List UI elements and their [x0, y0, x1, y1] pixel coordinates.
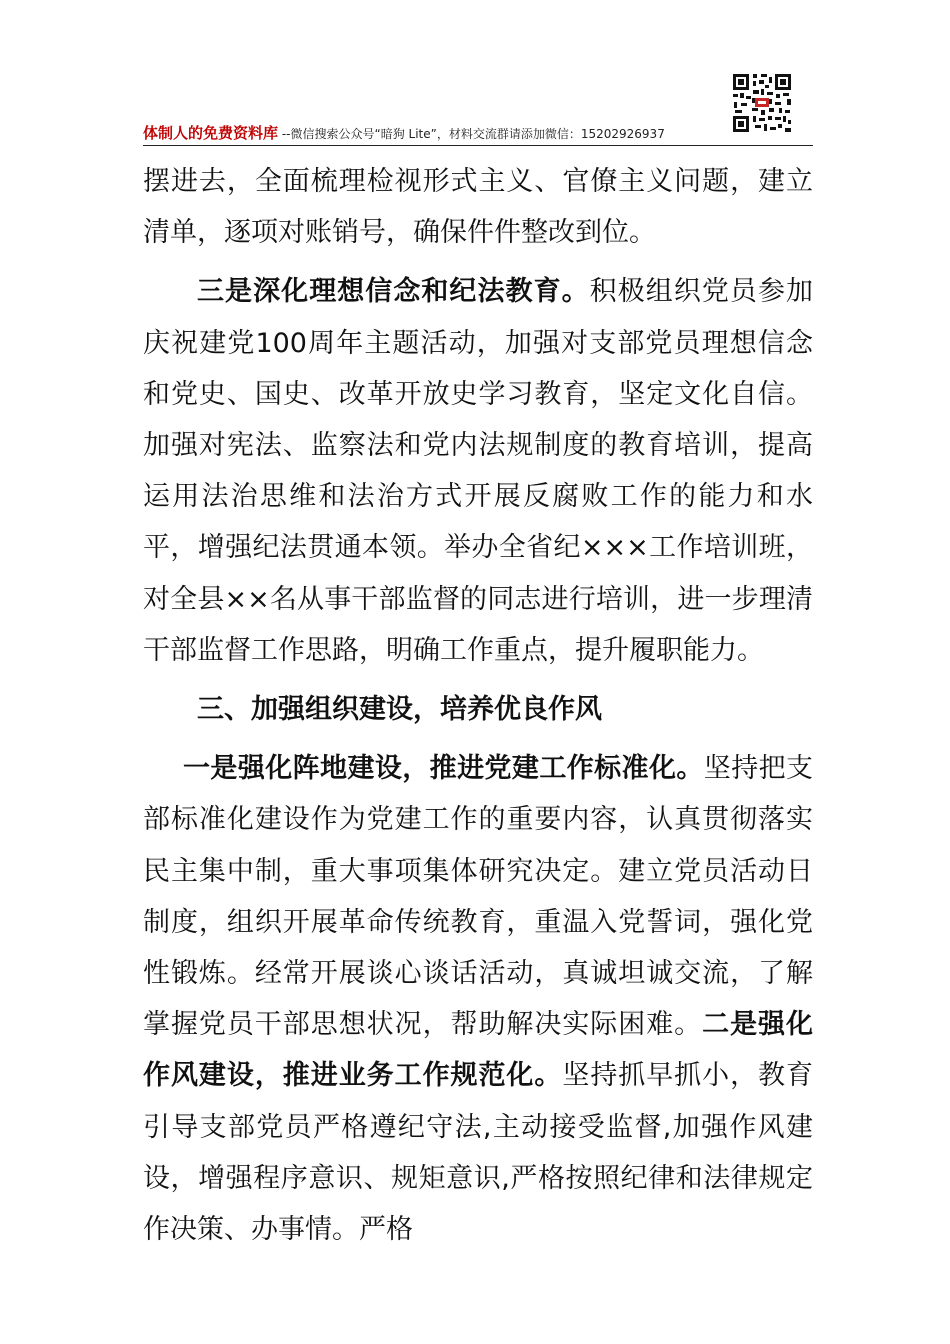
section-heading: 三、加强组织建设，培养优良作风	[197, 694, 602, 726]
paragraph-lead: 一是强化阵地建设，推进党建工作标准化。	[183, 753, 704, 785]
header-note: --微信搜索公众号“暗狗 Lite”，材料交流群请添加微信：15202926937	[278, 127, 665, 141]
paragraph-organization	[143, 743, 813, 1255]
paragraph-lead: 三是深化理想信念和纪法教育。	[197, 276, 590, 308]
paragraph-text: 坚持把支部标准化建设作为党建工作的重要内容，认真贯彻落实民主集中制，重大事项集体研究决定。建立党员活动日制度，组织开展革命传统教育，重温入党誓词，强化党性锻炼。经常开展谈心谈话活动，真诚坦诚交流，了解掌握党员干部思想状况，帮助解决实际困难。	[143, 753, 814, 1041]
paragraph-text: 积极组织党员参加庆祝建党100周年主题活动，加强对支部党员理想信念和党史、国史、改革开放史学习教育，坚定文化自信。加强对宪法、监察法和党内法规制度的教育培训，提高运用法治思维和法治方式开展反腐败工作的能力和水平，增强纪法贯通本领。举办全省纪×××工作培训班，对全县××名从事干部监督的同志进行培训，进一步理清干部监督工作思路，明确工作重点，提升履职能力。	[143, 276, 814, 666]
qr-code	[731, 72, 793, 134]
document-body	[143, 156, 813, 1255]
paragraph-continuation: 摆进去，全面梳理检视形式主义、官僚主义问题，建立清单，逐项对账销号，确保件件整改到位。	[143, 166, 813, 249]
document-header	[143, 122, 813, 144]
header-brand: 体制人的免费资料库	[143, 124, 279, 142]
paragraph-ideals-education	[143, 266, 813, 676]
qr-code-icon	[731, 72, 793, 134]
paragraph-text: 坚持抓早抓小，教育引导支部党员严格遵纪守法,主动接受监督,加强作风建设，增强程序意识、规矩意识,严格按照纪律和法律规定作决策、办事情。严格	[143, 1060, 814, 1246]
paragraph-lead: 二是强化作风建设，推进业务工作规范化。	[143, 1009, 814, 1092]
header-rule	[143, 145, 813, 146]
